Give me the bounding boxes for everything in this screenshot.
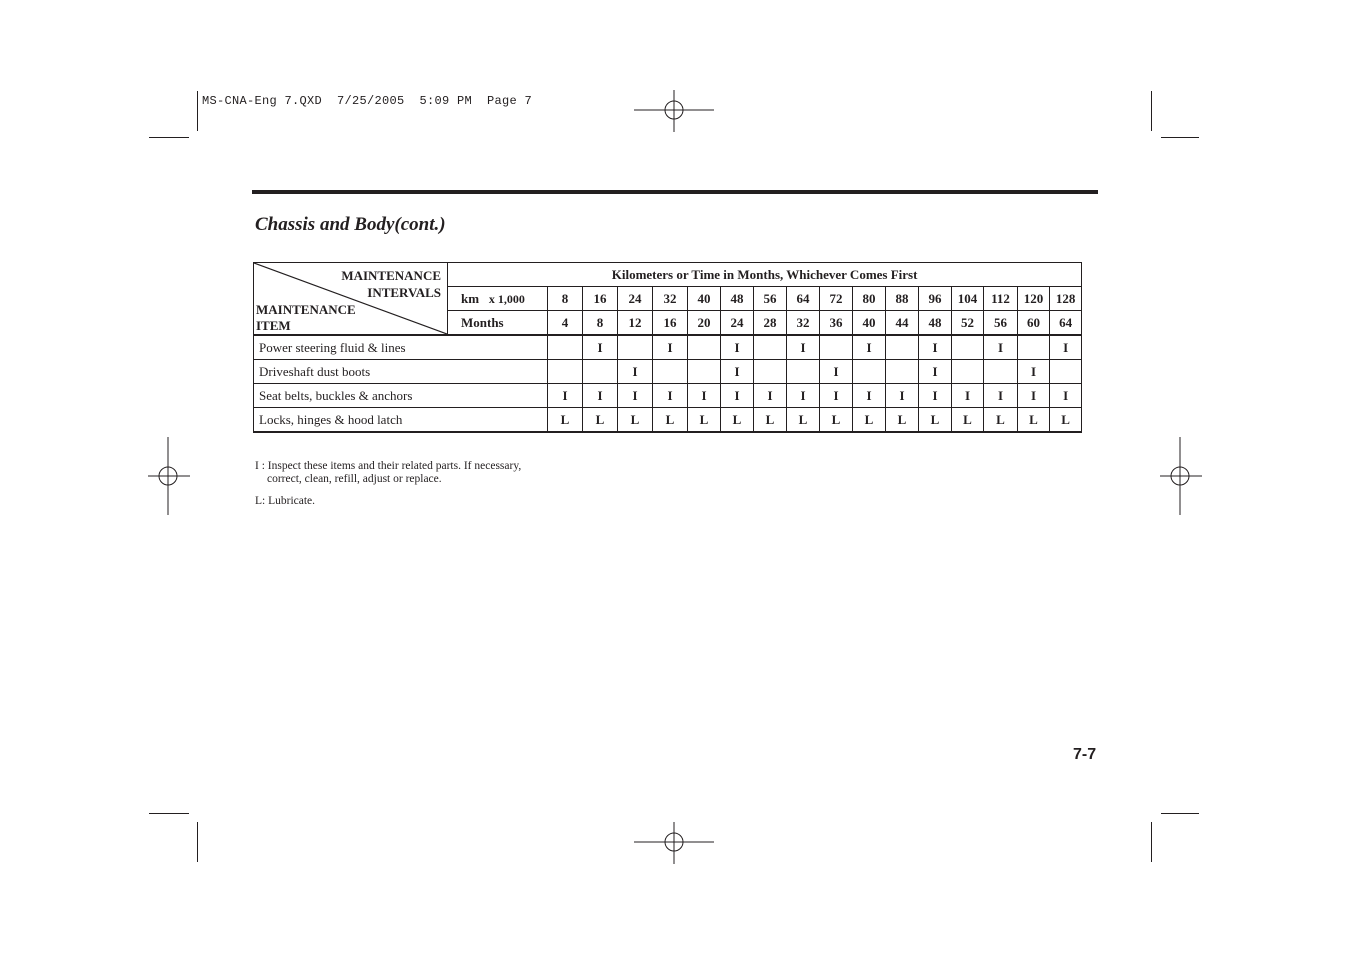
schedule-cell (952, 335, 984, 360)
page-number: 7-7 (1073, 746, 1097, 763)
schedule-cell: I (787, 384, 820, 408)
table-row (254, 335, 1082, 360)
km-unit-label: km x 1,000 (448, 287, 548, 311)
schedule-cell: I (952, 384, 984, 408)
month-interval-cell: 64 (1050, 311, 1082, 336)
schedule-cell (618, 335, 653, 360)
km-interval-cell: 120 (1018, 287, 1050, 311)
schedule-cell (1018, 335, 1050, 360)
table-row (254, 384, 1082, 408)
maintenance-item-label: Locks, hinges & hood latch (254, 408, 548, 433)
month-interval-cell: 12 (618, 311, 653, 336)
schedule-cell: L (1018, 408, 1050, 433)
schedule-cell: I (919, 360, 952, 384)
km-interval-cell: 48 (721, 287, 754, 311)
print-slug: MS-CNA-Eng 7.QXD 7/25/2005 5:09 PM Page 7 (202, 94, 533, 108)
schedule-cell: L (618, 408, 653, 433)
maintenance-item-label: Power steering fluid & lines (254, 335, 548, 360)
km-interval-cell: 24 (618, 287, 653, 311)
schedule-cell: L (886, 408, 919, 433)
schedule-cell: L (787, 408, 820, 433)
month-interval-cell: 56 (984, 311, 1018, 336)
km-interval-cell: 128 (1050, 287, 1082, 311)
table-row (254, 408, 1082, 433)
interval-span-heading: Kilometers or Time in Months, Whichever Comes First (448, 263, 1082, 287)
schedule-cell (952, 360, 984, 384)
schedule-cell: I (787, 335, 820, 360)
km-interval-cell: 88 (886, 287, 919, 311)
schedule-cell: L (853, 408, 886, 433)
maintenance-item-label: Driveshaft dust boots (254, 360, 548, 384)
schedule-cell: I (754, 384, 787, 408)
schedule-cell (820, 335, 853, 360)
schedule-cell: L (583, 408, 618, 433)
schedule-cell: L (984, 408, 1018, 433)
km-interval-cell: 104 (952, 287, 984, 311)
schedule-cell: I (853, 335, 886, 360)
header-rule (252, 190, 1098, 194)
schedule-cell: I (1018, 360, 1050, 384)
maintenance-schedule-table (253, 262, 1082, 433)
km-interval-cell: 96 (919, 287, 952, 311)
schedule-cell: I (721, 360, 754, 384)
table-corner-header (254, 263, 448, 336)
schedule-cell (688, 335, 721, 360)
schedule-cell (653, 360, 688, 384)
schedule-cell: L (754, 408, 787, 433)
schedule-cell: I (688, 384, 721, 408)
item-heading: MAINTENANCE ITEM (256, 302, 356, 333)
schedule-cell: I (721, 335, 754, 360)
schedule-cell: I (1050, 384, 1082, 408)
month-interval-cell: 16 (653, 311, 688, 336)
schedule-cell (984, 360, 1018, 384)
schedule-cell (548, 360, 583, 384)
month-interval-cell: 32 (787, 311, 820, 336)
schedule-cell: I (853, 384, 886, 408)
schedule-cell (886, 335, 919, 360)
schedule-cell (787, 360, 820, 384)
month-interval-cell: 52 (952, 311, 984, 336)
schedule-cell: I (653, 384, 688, 408)
schedule-cell (1050, 360, 1082, 384)
km-interval-cell: 64 (787, 287, 820, 311)
registration-mark-icon (634, 90, 714, 132)
schedule-cell: L (653, 408, 688, 433)
km-interval-cell: 16 (583, 287, 618, 311)
registration-mark-icon (634, 822, 714, 864)
schedule-cell: L (952, 408, 984, 433)
table-row (254, 360, 1082, 384)
schedule-cell (583, 360, 618, 384)
month-interval-cell: 48 (919, 311, 952, 336)
month-interval-cell: 24 (721, 311, 754, 336)
schedule-cell: I (653, 335, 688, 360)
km-interval-cell: 72 (820, 287, 853, 311)
km-interval-cell: 8 (548, 287, 583, 311)
month-interval-cell: 8 (583, 311, 618, 336)
month-interval-cell: 40 (853, 311, 886, 336)
schedule-cell: I (1018, 384, 1050, 408)
schedule-cell: L (688, 408, 721, 433)
km-interval-cell: 32 (653, 287, 688, 311)
schedule-cell: I (583, 335, 618, 360)
km-interval-cell: 80 (853, 287, 886, 311)
schedule-cell: I (721, 384, 754, 408)
schedule-cell: I (919, 335, 952, 360)
intervals-heading: MAINTENANCE INTERVALS (341, 268, 441, 300)
schedule-cell: I (919, 384, 952, 408)
registration-mark-icon (148, 437, 190, 515)
km-interval-cell: 56 (754, 287, 787, 311)
km-interval-cell: 40 (688, 287, 721, 311)
schedule-cell (754, 360, 787, 384)
month-interval-cell: 44 (886, 311, 919, 336)
month-interval-cell: 28 (754, 311, 787, 336)
schedule-cell (853, 360, 886, 384)
registration-mark-icon (1160, 437, 1202, 515)
schedule-cell: I (618, 384, 653, 408)
legend-inspect: I : Inspect these items and their related parts. If necessary, correct, clean, refill, adjust or replace. (255, 460, 522, 485)
schedule-cell: I (984, 384, 1018, 408)
months-unit-label: Months (448, 311, 548, 336)
schedule-cell: I (618, 360, 653, 384)
schedule-cell: L (919, 408, 952, 433)
schedule-cell: L (548, 408, 583, 433)
km-interval-cell: 112 (984, 287, 1018, 311)
schedule-cell: I (984, 335, 1018, 360)
legend-lubricate: L: Lubricate. (255, 495, 316, 507)
month-interval-cell: 60 (1018, 311, 1050, 336)
schedule-cell (754, 335, 787, 360)
month-interval-cell: 4 (548, 311, 583, 336)
schedule-cell (886, 360, 919, 384)
schedule-cell (548, 335, 583, 360)
schedule-cell: I (820, 360, 853, 384)
schedule-cell (688, 360, 721, 384)
section-title: Chassis and Body(cont.) (255, 214, 446, 235)
maintenance-item-label: Seat belts, buckles & anchors (254, 384, 548, 408)
month-interval-cell: 20 (688, 311, 721, 336)
schedule-cell: L (721, 408, 754, 433)
schedule-cell: I (1050, 335, 1082, 360)
schedule-cell: I (820, 384, 853, 408)
schedule-cell: I (886, 384, 919, 408)
schedule-cell: L (820, 408, 853, 433)
schedule-cell: I (583, 384, 618, 408)
schedule-cell: I (548, 384, 583, 408)
schedule-cell: L (1050, 408, 1082, 433)
month-interval-cell: 36 (820, 311, 853, 336)
